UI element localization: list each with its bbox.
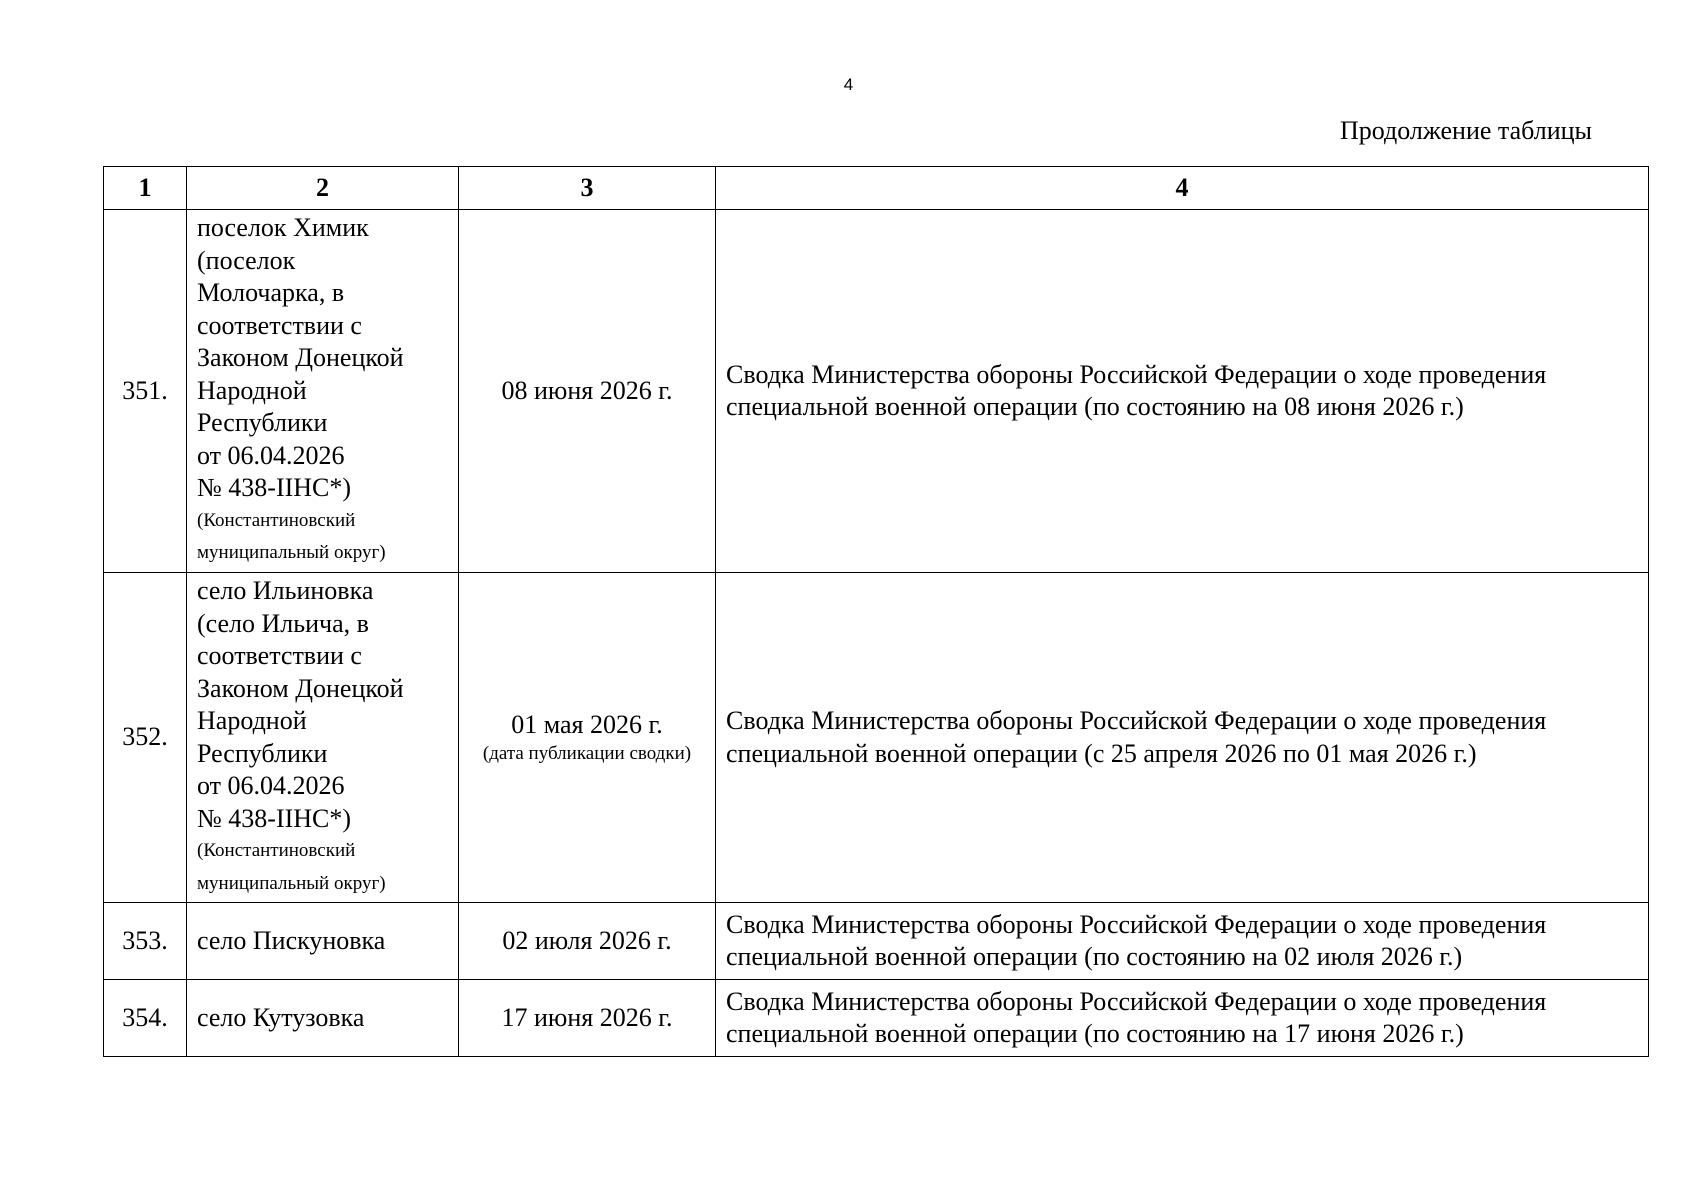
table-row [104, 903, 1649, 980]
district-note: муниципальный округ) [197, 872, 386, 894]
header-cell-3: 3 [459, 167, 716, 210]
district-note: (Константиновский [197, 840, 356, 861]
name-line: Республики [197, 738, 328, 768]
source-line: Сводка Министерства обороны Российской Федерации о ходе проведения [726, 909, 1547, 939]
row-number: 352. [104, 573, 187, 903]
row-number: 351. [104, 210, 187, 573]
name-line: Законом Донецкой [197, 343, 404, 373]
name-line: село Кутузовка [197, 1002, 365, 1032]
date-value: 08 июня 2026 г. [501, 375, 673, 405]
date-note: (дата публикации сводки) [482, 742, 692, 764]
name-line: Народной [197, 706, 307, 735]
date-value: 17 июня 2026 г. [501, 1002, 673, 1032]
name-line: Республики [197, 408, 328, 438]
source-line: Сводка Министерства обороны Российской Федерации о ходе проведения [726, 359, 1547, 389]
name-line: № 438-IIНС*) [197, 803, 352, 833]
name-line: (поселок [197, 245, 296, 275]
name-line: № 438-IIНС*) [197, 473, 352, 503]
header-cell-4: 4 [716, 167, 1649, 210]
liberation-date [459, 980, 716, 1057]
name-line: соответствии с [197, 641, 362, 670]
source-line: специальной военной операции (по состоянию на 08 июня 2026 г.) [726, 392, 1464, 421]
source-document [716, 903, 1649, 980]
name-line: Законом Донецкой [197, 673, 404, 703]
name-line: (село Ильича, в [197, 608, 369, 638]
name-line: поселок Химик [197, 213, 369, 243]
settlements-table [103, 166, 1649, 1057]
table-row [104, 573, 1649, 903]
header-cell-1: 1 [104, 167, 187, 210]
date-value: 02 июля 2026 г. [502, 925, 672, 955]
table-header-row [104, 167, 1649, 210]
table-row [104, 980, 1649, 1057]
settlement-name [187, 980, 459, 1057]
name-line: от 06.04.2026 [197, 771, 345, 800]
header-cell-2: 2 [187, 167, 459, 210]
date-value: 01 мая 2026 г. [511, 710, 663, 740]
name-line: Народной [197, 375, 307, 405]
name-line: село Ильиновка [197, 576, 374, 605]
name-line: от 06.04.2026 [197, 440, 345, 470]
table-continuation-label: Продолжение таблицы [1340, 116, 1592, 145]
table-row [104, 210, 1649, 573]
name-line: соответствии с [197, 310, 362, 340]
liberation-date [459, 210, 716, 573]
source-line: Сводка Министерства обороны Российской Федерации о ходе проведения [726, 986, 1547, 1016]
row-number: 353. [104, 903, 187, 980]
district-note: (Константиновский [197, 509, 356, 531]
source-line: специальной военной операции (по состоянию на 17 июня 2026 г.) [726, 1019, 1464, 1048]
settlement-name [187, 210, 459, 573]
district-note: муниципальный округ) [197, 542, 386, 564]
source-document [716, 980, 1649, 1057]
name-line: Молочарка, в [197, 278, 345, 308]
row-number: 354. [104, 980, 187, 1057]
liberation-date [459, 903, 716, 980]
name-line: село Пискуновка [197, 925, 386, 955]
liberation-date [459, 573, 716, 903]
source-line: специальной военной операции (с 25 апреля 2026 по 01 мая 2026 г.) [726, 738, 1477, 768]
source-line: Сводка Министерства обороны Российской Федерации о ходе проведения [726, 706, 1547, 735]
source-document [716, 210, 1649, 573]
source-document [716, 573, 1649, 903]
settlement-name [187, 573, 459, 903]
settlement-name [187, 903, 459, 980]
source-line: специальной военной операции (по состоянию на 02 июля 2026 г.) [726, 942, 1463, 971]
page-number: 4 [843, 75, 854, 94]
